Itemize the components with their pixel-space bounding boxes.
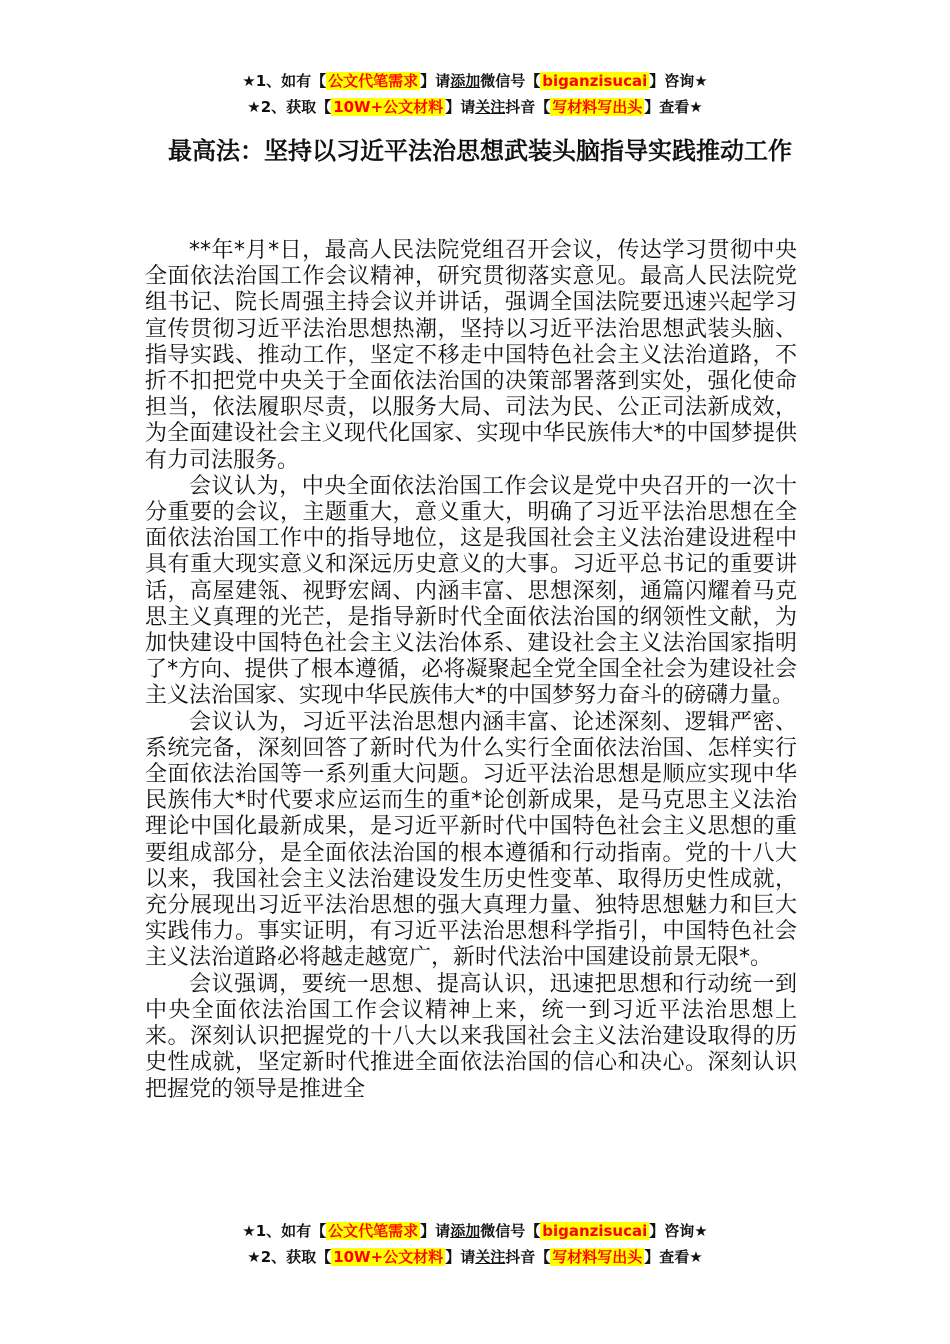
promo-text: 】请	[420, 1222, 451, 1240]
promo-text: 抖音【	[505, 98, 551, 116]
promo-text: ★2、获取【	[247, 1248, 332, 1266]
body-paragraph: **年*月*日，最高人民法院党组召开会议，传达学习贯彻中央全面依法治国工作会议精神，研究贯彻落实意见。最高人民法院党组书记、院长周强主持会议并讲话，强调全国法院要迅速兴起学习宣传贯彻习近平法治思想热潮，坚持以习近平法治思想武装头脑、指导实践、推动工作，坚定不移走中国特色社会主义法治道路，不折不扣把党中央关于全面依法治国的决策部署落到实处，强化使命担当，依法履职尽责，以服务大局、司法为民、公正司法新成效，为全面建设社会主义现代化国家、实现中华民族伟大*的中国梦提供有力司法服务。	[145, 238, 797, 473]
highlight-wechat-id: biganzisucai	[542, 1222, 648, 1240]
promo-text: 】查看★	[644, 98, 703, 116]
highlight-wechat-id: biganzisucai	[542, 72, 648, 90]
promo-line-1	[0, 68, 950, 94]
promo-text: 微信号【	[480, 72, 541, 90]
body-paragraph: 会议强调，要统一思想、提高认识，迅速把思想和行动统一到中央全面依法治国工作会议精神上来，统一到习近平法治思想上来。深刻认识把握党的十八大以来我国社会主义法治建设取得的历史性成就，坚定新时代推进全面依法治国的信心和决心。深刻认识把握党的领导是推进全	[145, 971, 797, 1102]
highlight-douyin-account: 写材料写出头	[552, 98, 643, 116]
promo-line-2	[0, 94, 950, 120]
promo-text: 抖音【	[505, 1248, 551, 1266]
document-title: 最高法：坚持以习近平法治思想武装头脑指导实践推动工作	[168, 136, 792, 165]
promo-text: ★1、如有【	[242, 72, 327, 90]
promo-text-underlined: 添加	[450, 72, 481, 90]
promo-text: 】查看★	[644, 1248, 703, 1266]
promo-line-2	[0, 1244, 950, 1270]
promo-text: 微信号【	[480, 1222, 541, 1240]
highlight-materials: 10W+公文材料	[333, 1248, 444, 1266]
promo-text: 】请	[445, 98, 476, 116]
highlight-douyin-account: 写材料写出头	[552, 1248, 643, 1266]
promo-text: 】咨询★	[649, 1222, 708, 1240]
promo-text: ★1、如有【	[242, 1222, 327, 1240]
body-paragraph: 会议认为，中央全面依法治国工作会议是党中央召开的一次十分重要的会议，主题重大，意义重大，明确了习近平法治思想在全面依法治国工作中的指导地位，这是我国社会主义法治建设进程中具有重大现实意义和深远历史意义的大事。习近平总书记的重要讲话，高屋建瓴、视野宏阔、内涵丰富、思想深刻，通篇闪耀着马克思主义真理的光芒，是指导新时代全面依法治国的纲领性文献，为加快建设中国特色社会主义法治体系、建设社会主义法治国家指明了*方向、提供了根本遵循，必将凝聚起全党全国全社会为建设社会主义法治国家、实现中华民族伟大*的中国梦努力奋斗的磅礴力量。	[145, 473, 797, 709]
promo-text: ★2、获取【	[247, 98, 332, 116]
document-body	[145, 238, 797, 1214]
promo-text-underlined: 关注	[475, 98, 506, 116]
promo-text: 】请	[445, 1248, 476, 1266]
promo-text: 】请	[420, 72, 451, 90]
highlight-materials: 10W+公文材料	[333, 98, 444, 116]
highlight-service: 公文代笔需求	[328, 72, 419, 90]
promo-text-underlined: 关注	[475, 1248, 506, 1266]
highlight-service: 公文代笔需求	[328, 1222, 419, 1240]
promo-text-underlined: 添加	[450, 1222, 481, 1240]
top-promo-banner	[0, 68, 950, 120]
promo-text: 】咨询★	[649, 72, 708, 90]
promo-line-1	[0, 1218, 950, 1244]
bottom-promo-banner	[0, 1218, 950, 1270]
body-paragraph: 会议认为，习近平法治思想内涵丰富、论述深刻、逻辑严密、系统完备，深刻回答了新时代为什么实行全面依法治国、怎样实行全面依法治国等一系列重大问题。习近平法治思想是顺应实现中华民族伟大*时代要求应运而生的重*论创新成果，是马克思主义法治理论中国化最新成果，是习近平新时代中国特色社会主义思想的重要组成部分，是全面依法治国的根本遵循和行动指南。党的十八大以来，我国社会主义法治建设发生历史性变革、取得历史性成就，充分展现出习近平法治思想的强大真理力量、独特思想魅力和巨大实践伟力。事实证明，有习近平法治思想科学指引，中国特色社会主义法治道路必将越走越宽广，新时代法治中国建设前景无限*。	[145, 709, 797, 971]
